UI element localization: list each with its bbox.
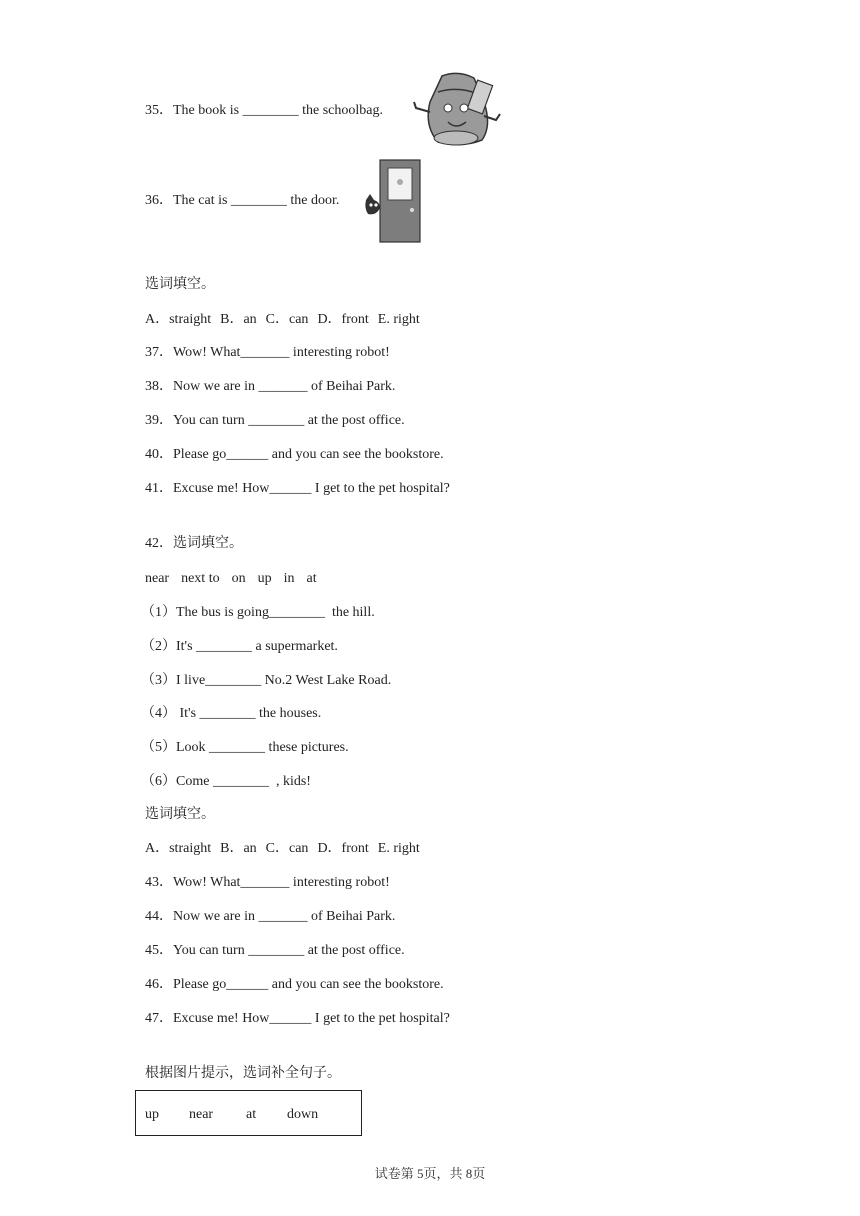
item-5: （5）Look ________ these pictures. [141,740,349,755]
word: up [145,1107,159,1122]
question-41: 41．Excuse me! How______ I get to the pet hospital? [145,481,450,496]
question-36: 36．The cat is ________ the door. [145,193,340,208]
option: B．an [220,312,257,327]
section-heading: 选词填空。 [145,277,215,292]
word-bank [145,570,326,588]
word: at [246,1107,257,1122]
question-44: 44．Now we are in _______ of Beihai Park. [145,909,396,924]
question-35: 35．The book is ________ the schoolbag. [145,103,383,118]
question-38: 38．Now we are in _______ of Beihai Park. [145,379,396,394]
item-4: （4） It's ________ the houses. [141,706,322,721]
word: in [283,571,295,586]
word: down [287,1107,319,1122]
option: A．straight [145,841,212,856]
option: C．can [265,312,309,327]
item-2: （2）It's ________ a supermarket. [141,639,338,654]
word: near [189,1107,214,1122]
question-43: 43．Wow! What_______ interesting robot! [145,875,390,890]
option: E. right [377,312,420,327]
section-heading: 根据图片提示，选词补全句子。 [145,1066,341,1081]
option: D．front [317,841,369,856]
question-46: 46．Please go______ and you can see the bookstore. [145,977,444,992]
page-footer: 试卷第 5页，共 8页 [374,1166,486,1181]
question-45: 45．You can turn ________ at the post office. [145,943,405,958]
question-42-heading: 42．选词填空。 [145,536,243,551]
item-1: （1）The bus is going________ the hill. [141,605,375,620]
item-3: （3）I live________ No.2 West Lake Road. [141,673,392,688]
options-row [145,311,429,329]
section-heading: 选词填空。 [145,807,215,822]
word: near [145,571,170,586]
option: D．front [317,312,369,327]
options-row [145,840,429,858]
question-40: 40．Please go______ and you can see the bookstore. [145,447,444,462]
schoolbag-book-picture [412,72,504,148]
word: at [306,571,317,586]
item-6: （6）Come ________ , kids! [141,774,311,789]
question-47: 47．Excuse me! How______ I get to the pet hospital? [145,1011,450,1026]
cat-door-picture [364,158,424,244]
question-39: 39．You can turn ________ at the post office. [145,413,405,428]
option: C．can [265,841,309,856]
word: up [257,571,272,586]
word-box [135,1090,362,1136]
option: A．straight [145,312,212,327]
question-37: 37．Wow! What_______ interesting robot! [145,345,390,360]
word: on [231,571,246,586]
option: B．an [220,841,257,856]
word: next to [181,571,220,586]
option: E. right [377,841,420,856]
